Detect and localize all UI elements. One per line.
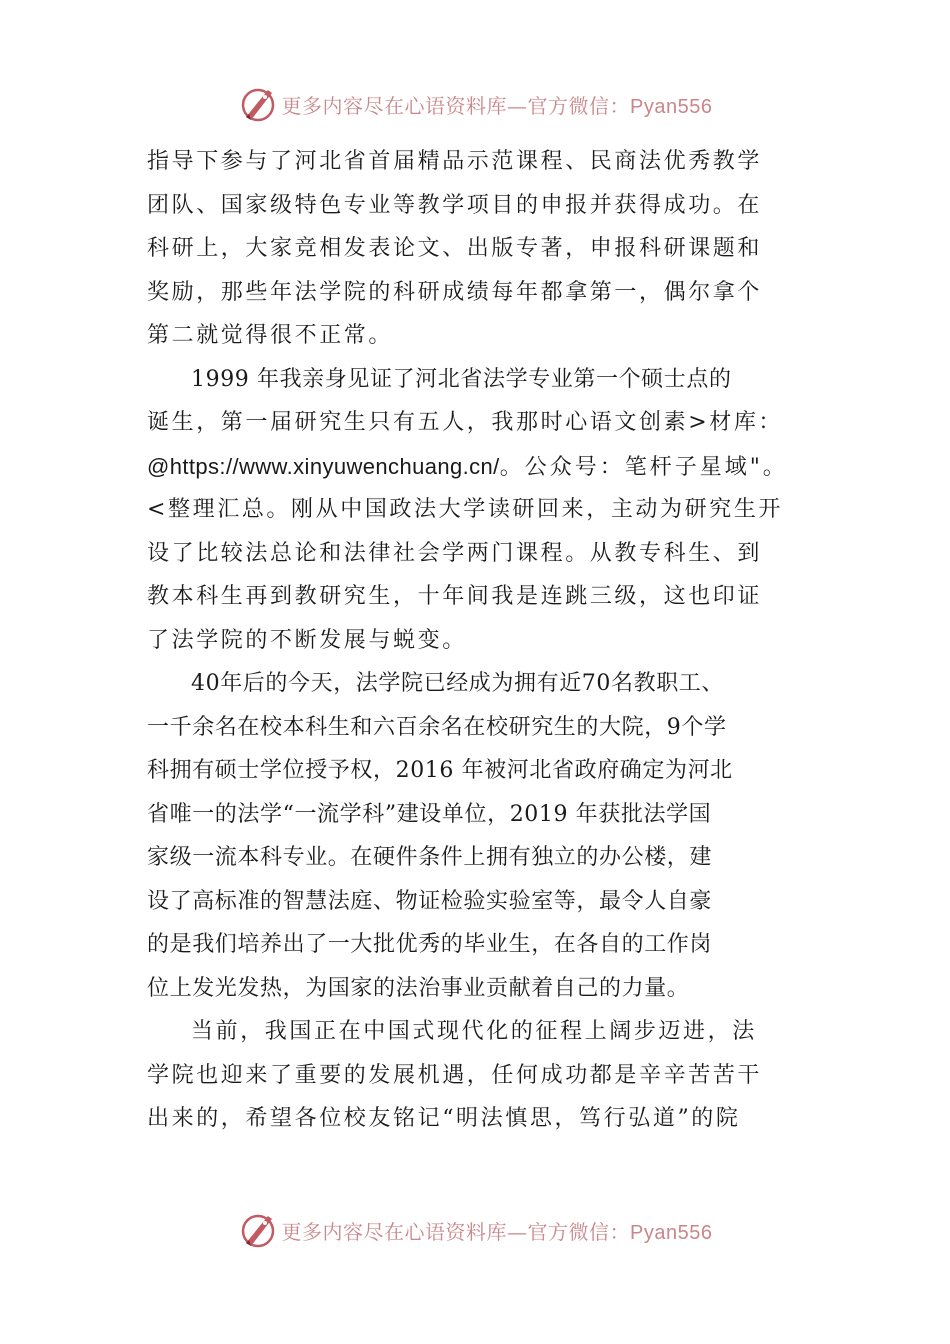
pen-logo-icon <box>238 84 278 124</box>
text-line: 1999 年我亲身见证了河北省法学专业第一个硕士点的 <box>191 366 732 392</box>
text-line: 学院也迎来了重要的发展机遇，任何成功都是辛辛苦苦干 <box>147 1062 763 1088</box>
text-line: 科研上，大家竞相发表论文、出版专著，申报科研课题和 <box>147 236 763 261</box>
text-line: 省唯一的法学“一流学科”建设单位，2019 年获批法学国 <box>147 801 712 827</box>
document-body <box>147 140 807 1141</box>
text-line: 当前，我国正在中国式现代化的征程上阔步迈进，法 <box>191 1019 757 1044</box>
text-line: 团队、国家级特色专业等教学项目的申报并获得成功。在 <box>147 192 763 218</box>
text-line: 奖励，那些年法学院的科研成绩每年都拿第一，偶尔拿个 <box>147 279 763 305</box>
text-line: 一千余名在校本科生和六百余名在校研究生的大院，9个学 <box>147 714 727 740</box>
text-line <box>147 445 807 489</box>
text-line: 科拥有硕士学位授予权，2016 年被河北省政府确定为河北 <box>147 758 733 783</box>
text-line: 设了比较法总论和法律社会学两门课程。从教专科生、到 <box>147 540 763 566</box>
text-line: 指导下参与了河北省首届精品示范课程、民商法优秀教学 <box>147 149 763 174</box>
text-line: 设了高标准的智慧法庭、物证检验实验室等，最令人自豪 <box>147 888 713 914</box>
text-line: 了法学院的不断发展与蜕变。 <box>147 627 467 653</box>
pen-logo-icon <box>238 1210 278 1250</box>
header-banner <box>0 84 950 124</box>
header-banner-text: 更多内容尽在心语资料库—官方微信：Pyan556 <box>281 93 713 118</box>
text-line: 诞生，第一届研究生只有五人，我那时心语文创素>材库： <box>147 410 784 435</box>
footer-banner-text: 更多内容尽在心语资料库—官方微信：Pyan556 <box>281 1219 713 1244</box>
text-line: 出来的，希望各位校友铭记“明法慎思，笃行弘道”的院 <box>147 1106 741 1131</box>
text-line: 教本科生再到教研究生，十年间我是连跳三级，这也印证 <box>147 584 763 609</box>
text-line: 的是我们培养出了一大批优秀的毕业生，在各自的工作岗 <box>147 932 713 957</box>
text-line: 位上发光发热，为国家的法治事业贡献着自己的力量。 <box>147 975 690 1001</box>
text-line: 第二就觉得很不正常。 <box>147 323 394 348</box>
source-url: @https://www.xinyuwenchuang.cn/ <box>147 453 500 479</box>
url-tail-text: 。公众号：笔杆子星域"。 <box>499 454 788 480</box>
footer-banner <box>0 1210 950 1250</box>
text-line: 40年后的今天，法学院已经成为拥有近70名教职工、 <box>191 671 724 696</box>
text-line: <整理汇总。刚从中国政法大学读研回来，主动为研究生开 <box>147 497 784 522</box>
text-line: 家级一流本科专业。在硬件条件上拥有独立的办公楼，建 <box>147 845 713 870</box>
